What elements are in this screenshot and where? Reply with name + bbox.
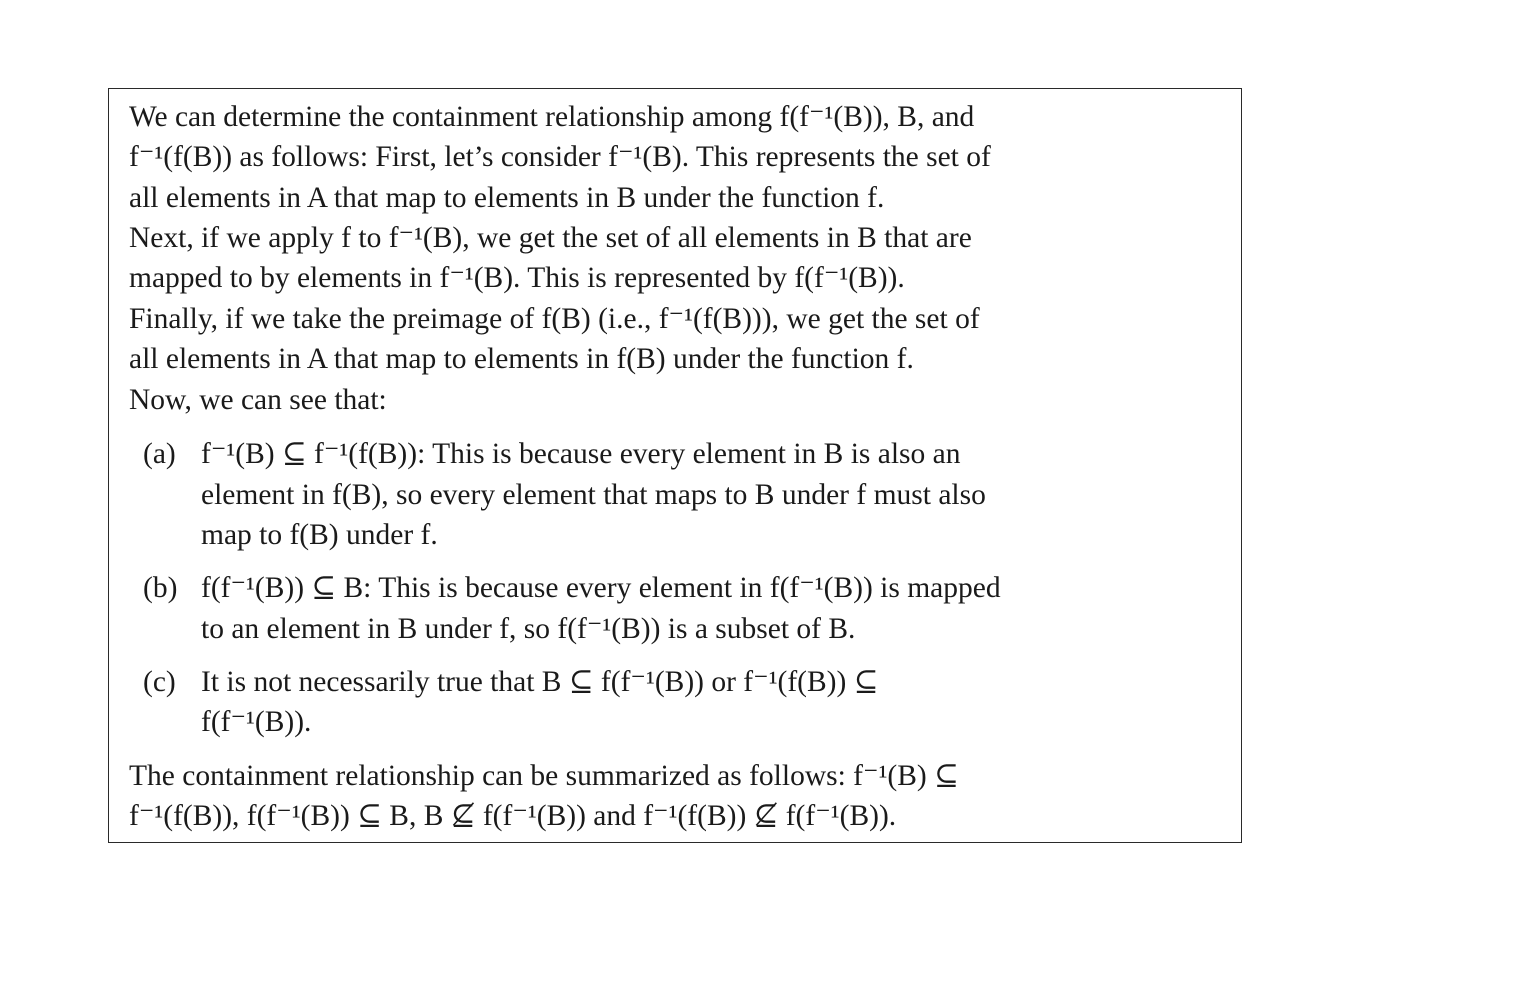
- text-line: f(f⁻¹(B)) ⊆ B: This is because every element in f(f⁻¹(B)) is mapped: [201, 572, 1001, 604]
- text-line: We can determine the containment relationship among f(f⁻¹(B)), B, and: [129, 101, 975, 133]
- text-line: all elements in A that map to elements in B under the function f.: [129, 182, 885, 214]
- text-line: f(f⁻¹(B)).: [201, 706, 312, 738]
- text-line: Finally, if we take the preimage of f(B) (i.e., f⁻¹(f(B))), we get the set of: [129, 303, 980, 335]
- text-line: f⁻¹(f(B)) as follows: First, let’s consider f⁻¹(B). This represents the set of: [129, 141, 991, 173]
- text-line: element in f(B), so every element that maps to B under f must also: [201, 479, 986, 511]
- text-line: Next, if we apply f to f⁻¹(B), we get the set of all elements in B that are: [129, 222, 972, 254]
- answer-box: [108, 88, 1242, 843]
- text-line: map to f(B) under f.: [201, 519, 438, 551]
- item-label: (c): [143, 666, 176, 698]
- text-line: The containment relationship can be summarized as follows: f⁻¹(B) ⊆: [129, 760, 959, 792]
- text-line: It is not necessarily true that B ⊆ f(f⁻¹(B)) or f⁻¹(f(B)) ⊆: [201, 666, 879, 698]
- text-line: f⁻¹(f(B)), f(f⁻¹(B)) ⊆ B, B ⊈ f(f⁻¹(B)) and f⁻¹(f(B)) ⊈ f(f⁻¹(B)).: [129, 800, 897, 832]
- text-line: f⁻¹(B) ⊆ f⁻¹(f(B)): This is because every element in B is also an: [201, 438, 961, 470]
- lead-in-line: Now, we can see that:: [129, 384, 387, 416]
- text-line: mapped to by elements in f⁻¹(B). This is represented by f(f⁻¹(B)).: [129, 262, 905, 294]
- text-line: all elements in A that map to elements in f(B) under the function f.: [129, 343, 914, 375]
- item-label: (b): [143, 572, 178, 604]
- text-line: to an element in B under f, so f(f⁻¹(B)) is a subset of B.: [201, 613, 856, 645]
- item-label: (a): [143, 438, 176, 470]
